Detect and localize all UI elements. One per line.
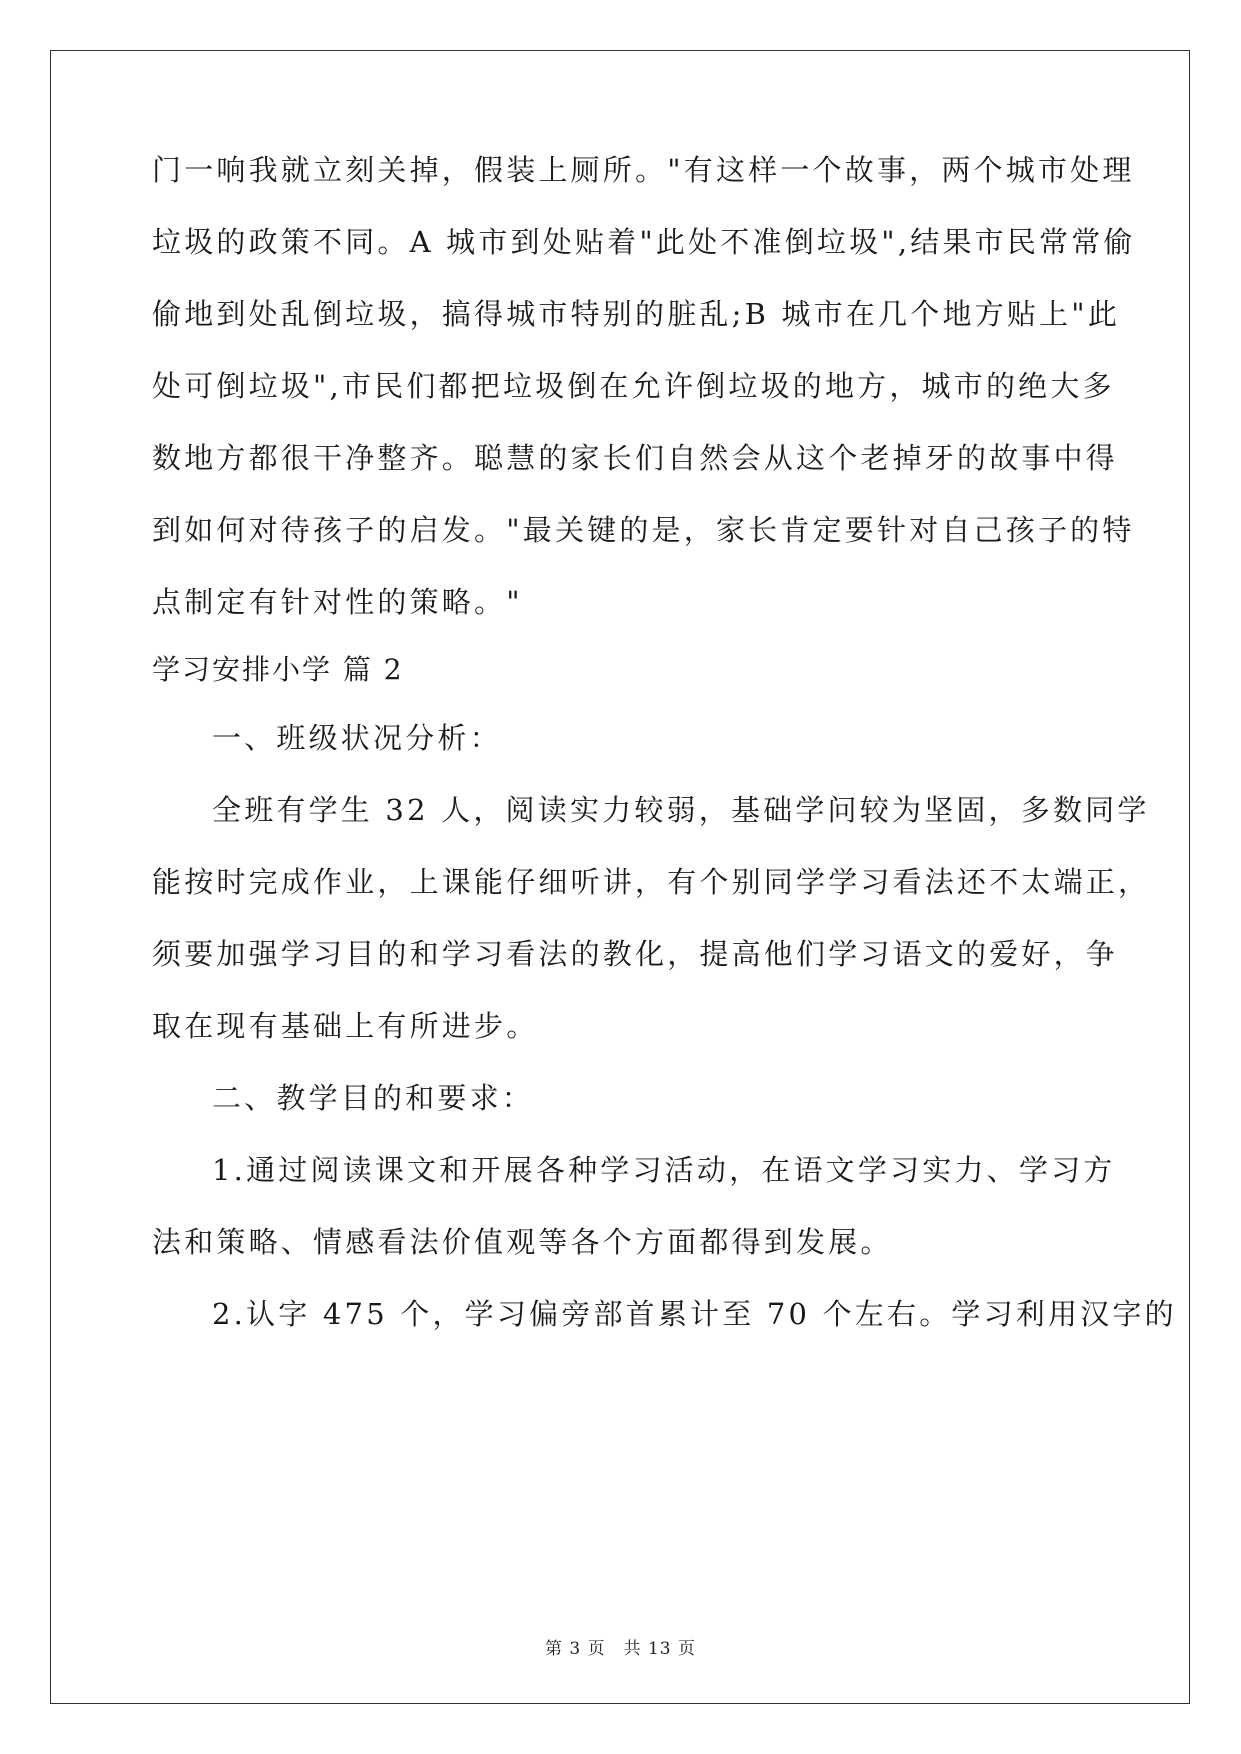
body-line-1: 门一响我就立刻关掉，假装上厕所。"有这样一个故事，两个城市处理	[152, 153, 1135, 187]
page-number-footer: 第 3 页 共 13 页	[544, 1639, 697, 1659]
body-line-7: 点制定有针对性的策略。"	[152, 585, 523, 619]
section1-heading: 一、班级状况分析：	[212, 721, 502, 755]
section-title: 学习安排小学 篇 2	[152, 653, 404, 686]
body-line-4: 处可倒垃圾",市民们都把垃圾倒在允许倒垃圾的地方，城市的绝大多	[152, 369, 1115, 403]
body-line-2: 垃圾的政策不同。A 城市到处贴着"此处不准倒垃圾",结果市民常常偷	[152, 225, 1136, 259]
section2-line-2: 法和策略、情感看法价值观等各个方面都得到发展。	[152, 1225, 893, 1259]
body-line-6: 到如何对待孩子的启发。"最关键的是，家长肯定要针对自己孩子的特	[152, 513, 1135, 547]
section2-line-3: 2.认字 475 个，学习偏旁部首累计至 70 个左右。学习利用汉字的	[212, 1297, 1177, 1331]
section1-line-2: 能按时完成作业，上课能仔细听讲，有个别同学学习看法还不太端正，	[152, 865, 1151, 899]
section1-line-1: 全班有学生 32 人，阅读实力较弱，基础学问较为坚固，多数同学	[212, 793, 1150, 827]
section1-line-4: 取在现有基础上有所进步。	[152, 1009, 539, 1043]
section2-heading: 二、教学目的和要求：	[212, 1081, 535, 1115]
body-line-5: 数地方都很干净整齐。聪慧的家长们自然会从这个老掉牙的故事中得	[152, 441, 1119, 475]
body-line-3: 偷地到处乱倒垃圾，搞得城市特别的脏乱;B 城市在几个地方贴上"此	[152, 297, 1121, 331]
section2-line-1: 1.通过阅读课文和开展各种学习活动，在语文学习实力、学习方	[212, 1153, 1116, 1187]
section1-line-3: 须要加强学习目的和学习看法的教化，提高他们学习语文的爱好，争	[152, 937, 1119, 971]
